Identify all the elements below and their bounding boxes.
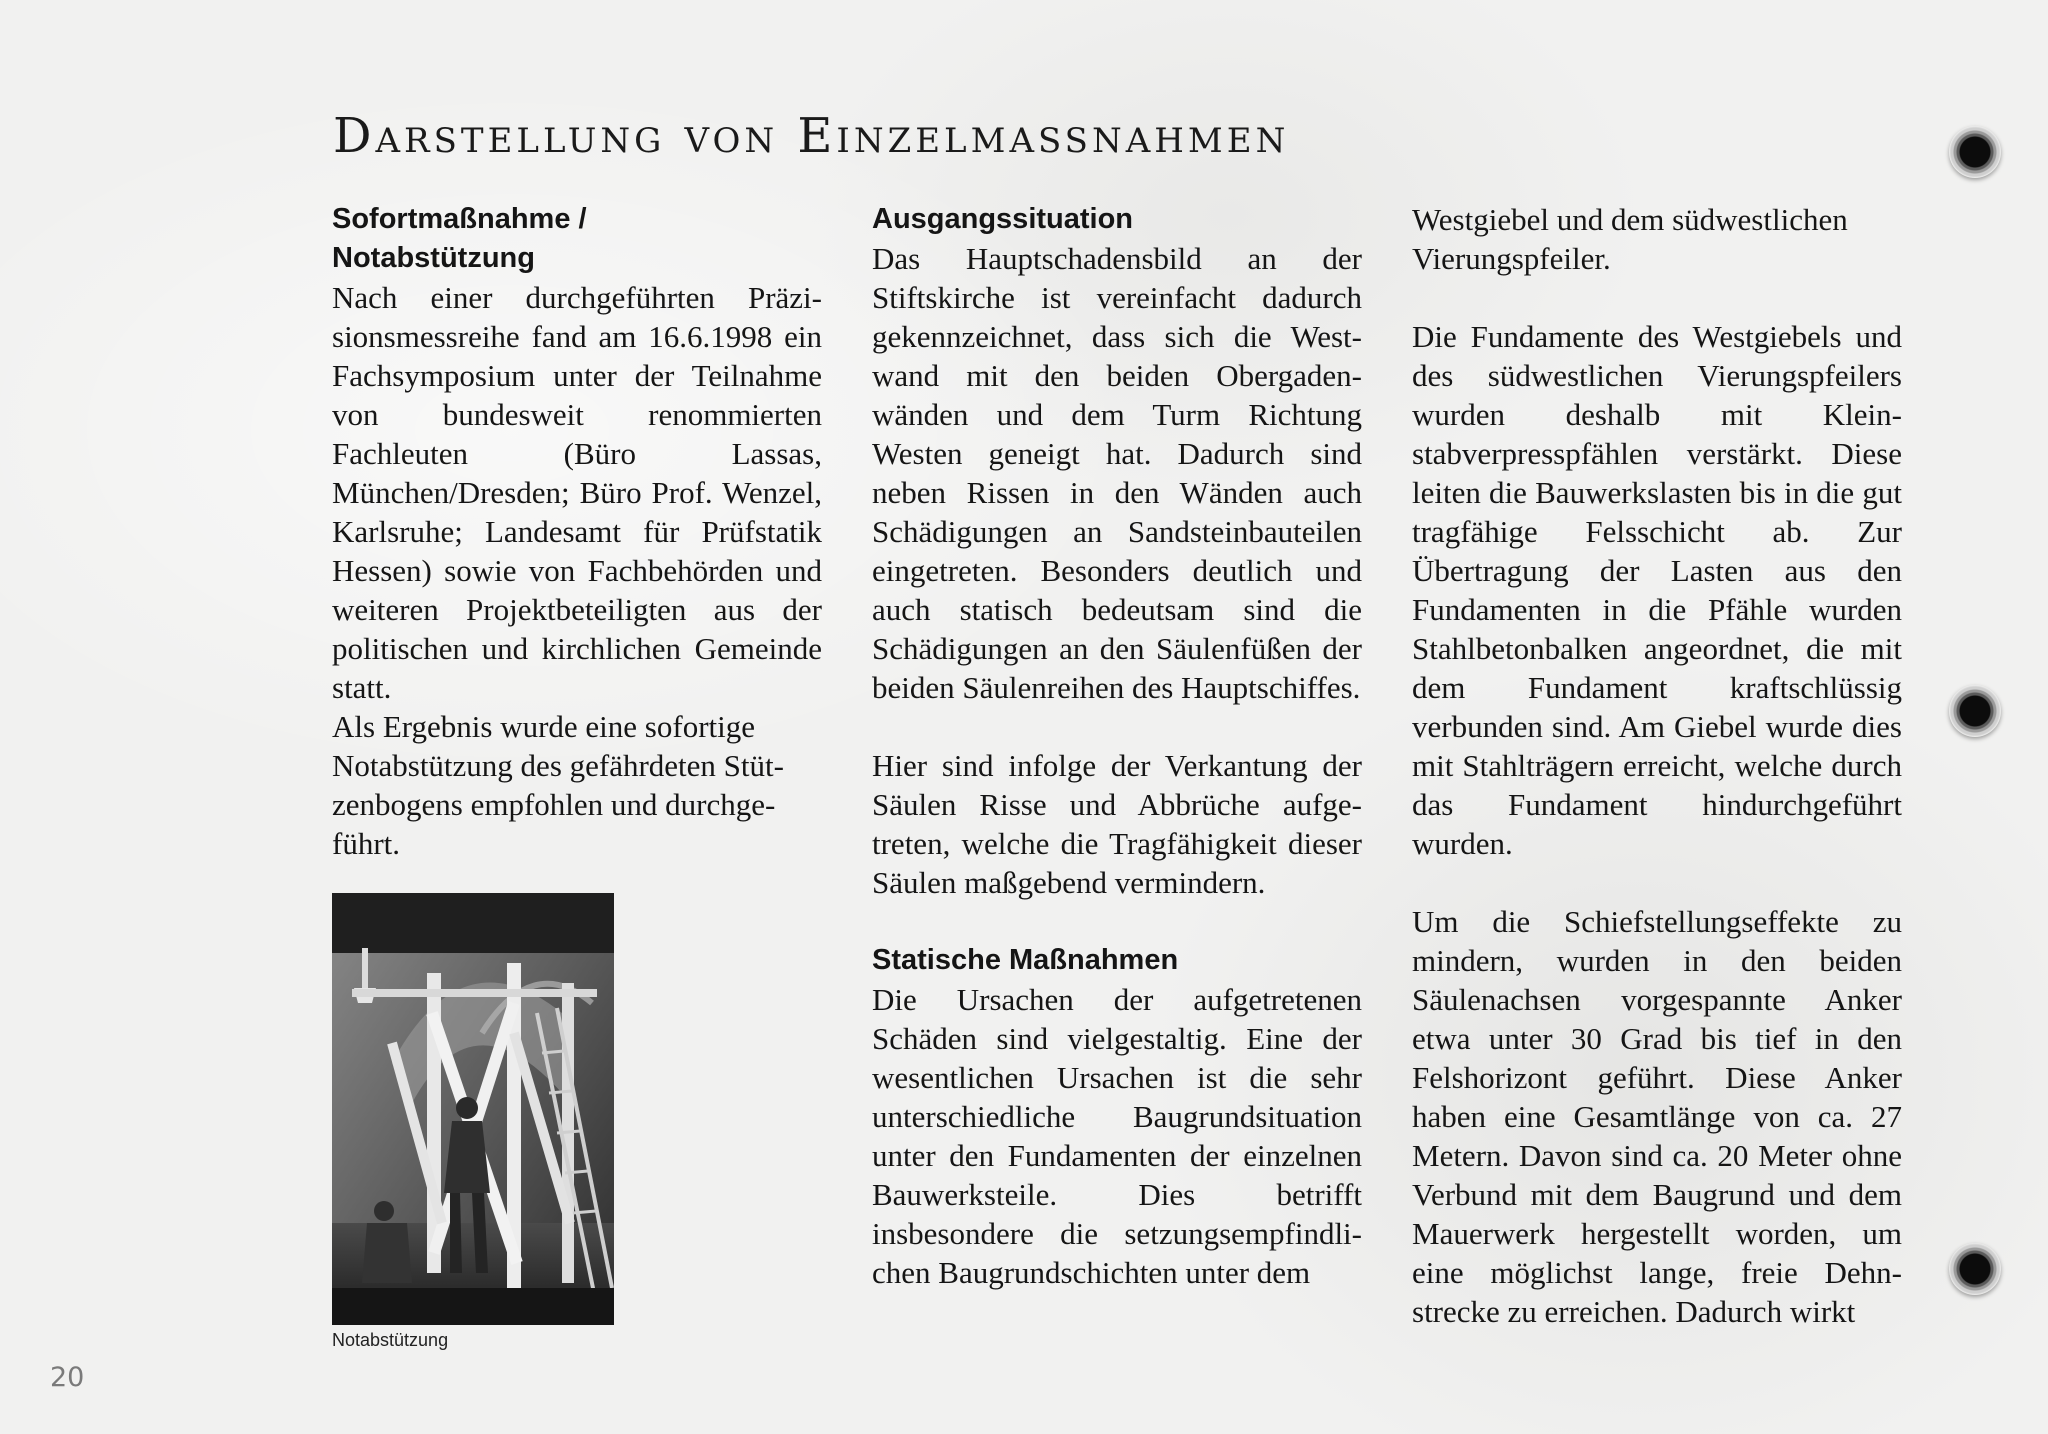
text-column-2 bbox=[872, 200, 1362, 1292]
section-heading-ausgangssituation: Ausgangssituation bbox=[872, 203, 1134, 235]
paragraph: Hier sind infolge der Verkantung der Säulen Risse und Abbrüche aufgetreten, welche die Tragfähigkeit dieser Säulen maßgebend vermindern. bbox=[872, 748, 1362, 900]
paragraph-gap bbox=[872, 707, 1362, 746]
paragraph: Die Ursachen der aufgetretenen Schäden sind vielgestaltig. Eine der wesentlichen Ursachen ist die sehr unterschiedliche Baugrundsituation unter den Fundamenten der einzelnen Bauwerksteile. Dies betrifft insbesondere die setzungsempfindlichen Baugrundschichten unter dem bbox=[872, 982, 1362, 1290]
paragraph: Westgiebel und dem südwestlichen Vierungspfeiler. bbox=[1412, 202, 1848, 276]
heading-line-2: Notabstützung bbox=[332, 242, 535, 274]
photo-illustration bbox=[332, 893, 614, 1325]
text-column-3 bbox=[1412, 200, 1902, 1331]
paragraph: Das Hauptschadensbild an der Stiftskirche ist vereinfacht dadurch gekennzeichnet, dass sich die Westwand mit den beiden Obergadenwänden und dem Turm Richtung Westen geneigt hat. Dadurch sind neben Rissen in den Wänden auch Schädigungen an Sandsteinbauteilen eingetreten. Besonders deutlich und auch statisch bedeutsam sind die Schädigungen an den Säulenfüßen der beiden Säulenreihen des Hauptschiffes. bbox=[872, 241, 1362, 705]
paragraph-gap bbox=[1412, 278, 1902, 317]
scaffolding-photo bbox=[332, 893, 614, 1325]
photo-caption: Notabstützung bbox=[332, 1330, 449, 1350]
paragraph-gap bbox=[872, 902, 1362, 941]
section-heading-sofortmassnahme bbox=[332, 200, 822, 278]
punch-hole-icon bbox=[1949, 1243, 2001, 1295]
paragraph-gap bbox=[1412, 863, 1902, 902]
page-number: 20 bbox=[50, 1362, 85, 1393]
punch-hole-icon bbox=[1949, 126, 2001, 178]
paragraph: Nach einer durchgeführten Präzisionsmessreihe fand am 16.6.1998 ein Fachsymposium unter der Teilnahme von bundesweit renommierten Fachleuten (Büro Lassas, München/Dresden; Büro Prof. Wenzel, Karlsruhe; Landesamt für Prüfstatik Hessen) sowie von Fachbehörden und weiteren Projektbeteiligten aus der politischen und kirchlichen Gemeinde statt. bbox=[332, 280, 822, 705]
text-column-1 bbox=[332, 200, 822, 863]
heading-line-1: Sofortmaßnahme / bbox=[332, 203, 587, 235]
paragraph: Um die Schiefstellungseffekte zu mindern, wurden in den beiden Säulenachsen vorgespannte Anker etwa unter 30 Grad bis tief in den Felshorizont geführt. Diese Anker haben eine Gesamtlänge von ca. 27 Metern. Davon sind ca. 20 Meter ohne Verbund mit dem Baugrund und dem Mauerwerk hergestellt worden, um eine möglichst lange, freie Dehnstrecke zu erreichen. Dadurch wirkt bbox=[1412, 904, 1902, 1329]
page-title: Darstellung von Einzelmassnahmen bbox=[333, 108, 1290, 164]
section-heading-statische-massnahmen: Statische Maßnahmen bbox=[872, 944, 1179, 976]
punch-hole-icon bbox=[1949, 685, 2001, 737]
paragraph: Die Fundamente des Westgiebels und des südwestlichen Vierungspfeilers wurden deshalb mit Kleinstabverpresspfählen verstärkt. Diese leiten die Bauwerkslasten bis in die gut tragfähige Felsschicht ab. Zur Übertragung der Lasten aus den Fundamenten in die Pfähle wurden Stahlbetonbalken angeordnet, die mit dem Fundament kraftschlüssig verbunden sind. Am Giebel wurde dies mit Stahlträgern erreicht, welche durch das Fundament hindurchgeführt wurden. bbox=[1412, 319, 1902, 861]
paragraph: Als Ergebnis wurde eine sofortige Notabstützung des gefährdeten Stützenbogens empfohlen und durchgeführt. bbox=[332, 709, 784, 861]
